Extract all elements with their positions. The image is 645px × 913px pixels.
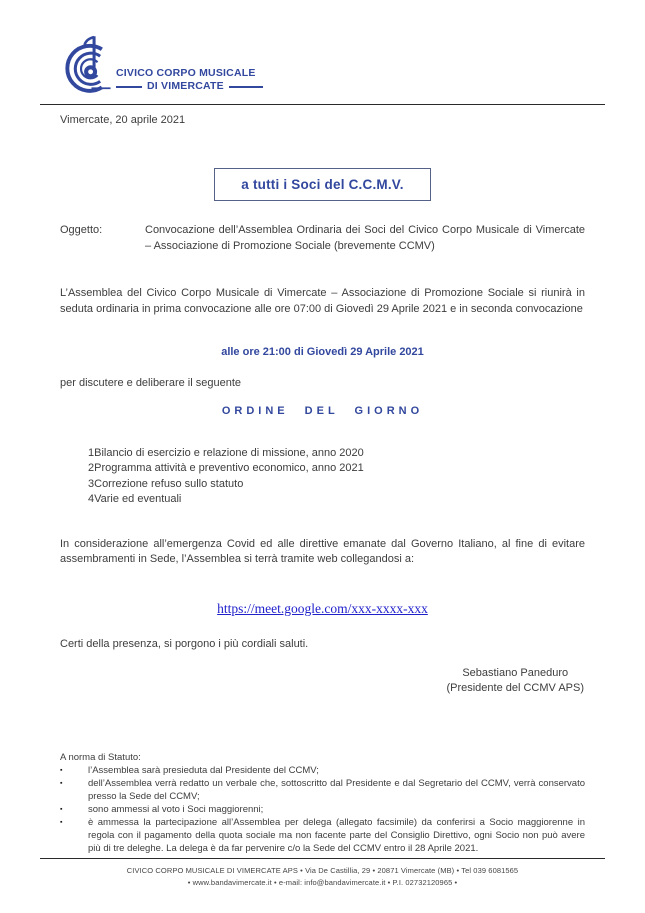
dateline: Vimercate, 20 aprile 2021 [60,114,186,126]
letter-body [0,113,645,855]
logo-org-city: DI VIMERCATE [147,80,224,92]
logo-underline-right [229,86,263,88]
agenda-intro: per discutere e deliberare il seguente [60,376,242,389]
signer-role: (Presidente del CCMV APS) [446,682,584,694]
statute-item [60,764,585,777]
body-intro: L’Assemblea del Civico Corpo Musicale di Vimercate – Associazione di Promozione Sociale si riunirà in seduta ordinaria in prima convocazione alle ore 07:00 di Giovedì 29 Aprile 2021 e in seconda convocazione [60,287,585,315]
footer-line-1: CIVICO CORPO MUSICALE DI VIMERCATE APS • Via De Castillia, 29 • 20871 Vimercate (MB) • Tel 039 6081565 [126,866,519,875]
agenda-item-text: Bilancio di esercizio e relazione di missione, anno 2020 [94,446,364,459]
header-divider [40,104,605,105]
meet-link[interactable]: https://meet.google.com/xxx-xxxx-xxx [217,600,428,616]
statute-item-text: l’Assemblea sarà presieduta dal Presidente del CCMV; [88,764,319,776]
square-bullet-icon: ▪ [60,779,63,787]
footer-contact-info [0,859,645,888]
recipient-section [60,168,585,202]
agenda-item [60,461,585,477]
meet-link-line [60,601,585,619]
agenda-item [60,477,585,493]
statute-notes [60,751,585,855]
statute-title: A norma di Statuto: [60,751,141,763]
signer-name: Sebastiano Paneduro [462,666,569,679]
logo-underline-left [116,86,142,88]
agenda-item-number: 4 [88,493,95,505]
agenda-title: ORDINE DEL GIORNO [221,405,424,417]
agenda-item-text: Varie ed eventuali [94,493,182,505]
covid-note: In considerazione all’emergenza Covid ed alle direttive emanate dal Governo Italiano, al fine di evitare assembramenti in Sede, l’Assemblea si terrà tramite web collegandosi a: [60,537,585,565]
statute-item-text: sono ammessi al voto i Soci maggiorenni; [88,803,264,815]
agenda-item-text: Correzione refuso sullo statuto [94,477,244,490]
logo-wordmark [116,67,263,93]
subject-row [60,223,585,254]
signature-block [446,666,585,697]
square-bullet-icon: ▪ [60,766,63,774]
agenda-item-number: 2 [88,462,95,474]
closing-salutation: Certi della presenza, si porgono i più cordiali saluti. [60,638,309,650]
statute-item-text: dell’Assemblea verrà redatto un verbale che, sottoscritto dal Presidente e dal Segretario del CCMV, verrà conservato presso la Sede del CCMV; [88,777,585,802]
letterhead [0,0,645,95]
statute-item-text: è ammessa la partecipazione all’Assemblea per delega (allegato facsimile) da conferirsi a Socio maggiorenne in regola con il pagamento della quota sociale ma non facente parte del Consiglio Direttivo, ogni Socio non può avere più di tre deleghe. La delega è da far pervenire c/o la Sede del CCMV entro il 28 Aprile 2021. [88,816,585,854]
recipient-text: a tutti i Soci del C.C.M.V. [241,176,404,192]
signature-section [60,666,585,697]
square-bullet-icon: ▪ [60,818,63,826]
logo-org-name: CIVICO CORPO MUSICALE [116,67,256,79]
agenda-item-number: 1 [88,446,95,459]
square-bullet-icon: ▪ [60,805,63,813]
logo [62,33,605,95]
statute-item [60,816,585,855]
subject-label: Oggetto: [60,224,103,236]
footer-line-2: • www.bandavimercate.it • e-mail: info@bandavimercate.it • P.I. 02732120965 • [187,877,458,887]
second-call-datetime: alle ore 21:00 di Giovedì 29 Aprile 2021 [221,346,424,358]
agenda-item-number: 3 [88,477,95,490]
subject-text: Convocazione dell’Assemblea Ordinaria dei Soci del Civico Corpo Musicale di Vimercate – Associazione di Promozione Sociale (brevemente CCMV) [145,224,585,252]
ccmv-music-note-logo-icon [62,33,114,95]
agenda-item [60,446,585,462]
agenda-item-text: Programma attività e preventivo economico, anno 2021 [94,462,364,474]
recipient-box [214,168,430,202]
letter-footer [0,858,645,913]
statute-item [60,803,585,816]
agenda-item [60,492,585,508]
agenda-list [60,446,585,508]
statute-item [60,777,585,803]
